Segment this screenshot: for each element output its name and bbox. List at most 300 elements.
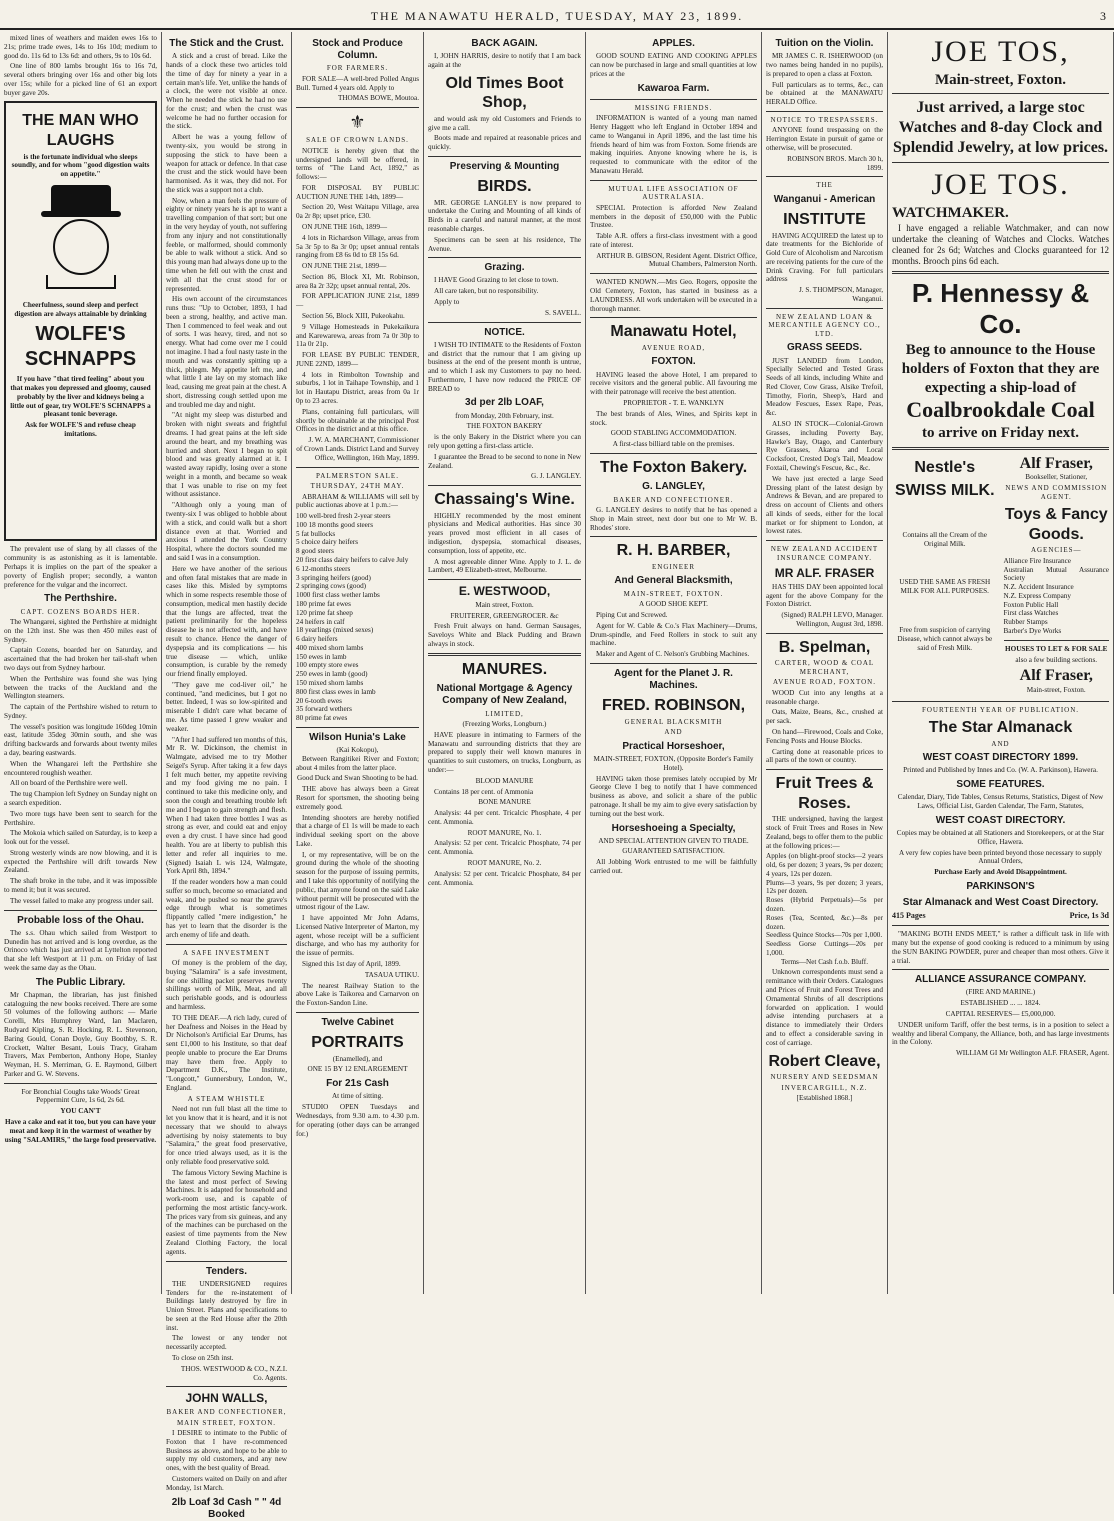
stock-list-item: 35 forward wethers: [296, 705, 352, 714]
crown-signature: J. W. A. MARCHANT, Commissioner of Crown Lands. District Land and Survey Office, Wellington, 16th May, 1899.: [296, 436, 419, 462]
tenders-body-2: The lowest or any tender not necessarily accepted.: [166, 1334, 287, 1352]
birds-body: MR. GEORGE LANGLEY is now prepared to undertake the Curing and Mounting of all kinds of Birds in a careful and natural manner, at the most reasonable charges.: [428, 198, 581, 233]
fruit-body: THE undersigned, having the largest stock of Fruit Trees and Roses in New Zealand, begs to offer them to the public at the following prices:—: [766, 815, 883, 850]
crown-p5: 4 lots in Richardson Village, areas from 5a 3r 5p to 8a 3r 0p; upset annual rentals ranging from £8 6s 0d to £8 15s 6d.: [296, 233, 419, 260]
manures-p3: Contains 18 per cent. of Ammonia: [434, 787, 534, 796]
perthshire-p4: The captain of the Perthshire wished to return to Sydney.: [4, 703, 157, 720]
fruit-list-item: Seedless Gorse Cuttings—20s per 1,000.: [766, 940, 883, 957]
hotel-heading: Manawatu Hotel,: [610, 323, 737, 341]
crown-p2: FOR DISPOSAL BY PUBLIC AUCTION JUNE THE 14th, 1899—: [296, 183, 419, 201]
portraits-3: For 21s Cash: [326, 1078, 389, 1090]
almanack-pages: 415 Pages: [892, 911, 926, 921]
stock-list-item: 2 springing cows (good): [296, 582, 367, 591]
grazing-heading: Grazing.: [484, 262, 525, 274]
stock-list-item: 1000 first class wether lambs: [296, 591, 380, 600]
spelman-p3: On hand—Firewood, Coals and Coke, Fencing Posts and House Blocks.: [766, 728, 883, 745]
institute-big: INSTITUTE: [783, 211, 866, 229]
manures-p1: HAVE pleasure in intimating to Farmers of the Manawatu and surrounding districts that they are prepared to supply their well known manures in quantities to suit customers, on trucks, Longburn, as under:—: [428, 730, 581, 774]
hotel-body: HAVING leased the above Hotel, I am prepared to receive visitors and the general public. All favouring me with their patronage will receive the best attention.: [590, 370, 757, 397]
nestle-ad: [892, 454, 998, 697]
cough-notice: For Bronchial Coughs take Woods' Great Peppermint Cure, 1s 6d, 2s 6d.: [21, 1087, 140, 1105]
lake-heading: Wilson Hunia's Lake: [309, 731, 406, 743]
ad-brand: WOLFE'S SCHNAPPS: [24, 323, 137, 370]
back-again-p1: I, JOHN HARRIS, desire to notify that I am back again at the: [428, 52, 581, 69]
stick-p10: If the reader wonders how a man could suffer so much, become so emaciated and weak, and be pushed so near the grave's edge through what is sometimes flippantly called "mere indigestion," he has yet to learn that the disorder is the arch enemy of life and death.: [166, 878, 287, 939]
ad-foot: Ask for WOLFE'S and refuse cheap imitations.: [25, 421, 136, 438]
tenders-body: THE UNDERSIGNED requires Tenders for the re-instatement of Buildings lately destroyed by fire in Union Street. Plans and specifications to be seen at the Red House after the 20th inst.: [166, 1279, 287, 1332]
portraits-5: STUDIO OPEN Tuesdays and Wednesdays, from 9.30 a.m. to 4.30 p.m. for operating (other days can be arranged for.): [296, 1103, 419, 1138]
you-cant: YOU CAN'T: [60, 1107, 101, 1116]
spelman-sub: CARTER, WOOD & COAL MERCHANT,: [774, 659, 875, 676]
joe-tos-address: Main-street, Foxton.: [935, 71, 1066, 88]
back-again-p3: Boots made and repaired at reasonable prices and quickly.: [428, 134, 581, 152]
barber-p3: Agent for W. Cable & Co.'s Flax Machinery—Drums, Drum-spindle, and Feed Rollers in stock to suit any machine.: [590, 621, 757, 648]
manures-heading: MANURES.: [461, 660, 548, 678]
swiss-milk: SWISS MILK.: [894, 482, 995, 500]
crown-p9: Section 56, Block XIII, Pukeokahu.: [302, 312, 405, 321]
safe-investment: Of money is the problem of the day, buying "Salamira" is a safe investment, for one shilling packet preserves twenty shillings worth of Milk, Meat, and all such perishable goods, and is odourless and harmless.: [166, 959, 287, 1011]
alf-fraser-big: Alf Fraser,: [1019, 667, 1093, 685]
lake-p1: Between Rangitikei River and Foxton; about 4 miles from the latter place.: [296, 754, 419, 772]
apples-body: GOOD SOUND EATING AND COOKING APPLES can now be purchased in large and small quantities at low prices at the: [590, 52, 757, 78]
missing-heading: MISSING FRIENDS.: [634, 103, 713, 112]
bakery-sub: G. LANGLEY,: [642, 481, 705, 493]
birds-big: BIRDS.: [477, 178, 532, 196]
manures-p6: ROOT MANURE, No. 1.: [467, 828, 542, 837]
almanack-copies: Copies may be obtained at all Stationers and Storekeepers, or at the Star Office, Hawera.: [896, 829, 1105, 846]
bakery-heading: The Foxton Bakery.: [599, 458, 748, 476]
agencies-list: [1004, 557, 1110, 636]
accident-name: MR ALF. FRASER: [774, 566, 875, 581]
perthshire-p5: The vessel's position was longitude 160deg 10min east, latitude 35deg 30min south, and she was drifting backwards and forwards about twenty miles a day, bearing eastwards.: [4, 722, 157, 758]
stock-list-item: 400 mixed shorn lambs: [296, 643, 364, 652]
masthead: [0, 0, 1114, 30]
violin-body-2: Full particulars as to terms, &c., can be obtained at the MANAWATU HERALD Office.: [766, 80, 883, 107]
manures-company-2: LIMITED,: [485, 709, 524, 718]
stock-list-item: 20 first class dairy heifers to calve July: [296, 556, 409, 565]
wine-body: HIGHLY recommended by the most eminent physicians and Medical authorities. Has since 30 years proved most efficient in all cases of indigestion, dyspepsia, stomachical diseases, consumption, loss of appetite, etc.: [428, 511, 581, 555]
john-walls-heading: JOHN WALLS,: [185, 1391, 268, 1406]
stock-list-item: 150 ewes in lamb: [296, 652, 347, 661]
stock-list-item: 80 prime fat ewes: [296, 714, 348, 723]
hotel-body-3: GOOD STABLING ACCOMMODATION.: [610, 429, 737, 438]
column-1: [0, 32, 162, 1294]
bread-prices: 2lb Loaf 3d Cash " " 4d Booked: [171, 1496, 282, 1520]
john-walls-body: I DESIRE to intimate to the Public of Foxton that I have re-commenced Business as above, and hope to be able to supply my old customers, and any new ones, with the best quality of Bread.: [166, 1429, 287, 1473]
stock-list-item: 100 empty store ewes: [296, 661, 359, 670]
violin-body: MR JAMES C. R. ISHERWOOD (on two names being handed in no pupils), is prepared to open a class at Foxton.: [766, 52, 883, 78]
mutual-signature: ARTHUR B. GIBSON, Resident Agent. District Office, Mutual Chambers, Palmerston North.: [596, 251, 757, 269]
accident-body: HAS THIS DAY been appointed local agent for the above Company for the Foxton District.: [766, 582, 883, 609]
fred-and: AND: [664, 728, 683, 737]
perthshire-p2: Captain Cozens, boarded her on Saturday, and ascertained that the had broken her tail-shaft when two days out from Sydney harbour.: [4, 646, 157, 672]
crown-p12: 4 lots in Rimbolton Township and suburbs, 1 lot in Taihape Township, and 1 lot in Hautapu District, areas from 0a 1r 0p to 23 acres.: [296, 370, 419, 406]
ohau-heading: Probable loss of the Ohau.: [17, 914, 144, 926]
market-report: mixed lines of weathers and maiden ewes 16s to 21s; prime trade ewes, 14s to 16s 10d; medium to good do. 11s 6d to 13s 6d: and others, 9s to 10s 6d.: [4, 34, 157, 60]
grazing-signature: S. SAVELL.: [544, 308, 581, 317]
palmerston-sub: THURSDAY, 24TH MAY.: [310, 482, 405, 491]
barber-heading: R. H. BARBER,: [616, 542, 731, 560]
stick-p4: His own account of the circumstances runs thus: "Up to October, 1893, I had been a strong, healthy, and active man. Then I commenced to feel weak and out of sorts. I was heavy, tired, and not so energy. What had come over me I could not imagine. I had a foul nasty taste in the mouth and was constantly spitting up a thick, phlegm. My appetite left me, and what little I ate lay on my stomach like lead, causing me great pain at the chest. A short, distressing cough settled upon me and troubled me day and night.: [166, 295, 287, 409]
lake-p4: Intending shooters are hereby notified that a charge of £1 1s will be made to each individual seeking sport on the above Lake.: [296, 813, 419, 848]
watchmaker-heading: WATCHMAKER.: [892, 204, 1009, 221]
loan-body: JUST LANDED from London, Specially Selected and Tested Grass Seeds of all kinds, including White and Red Clover, Cow Grass, Alsike Trefoil, Timothy, Fiorin, Sheep's, Hard and Meadow Fescues, Essex Rape, Peas, &c.: [766, 356, 883, 418]
loan-body-2: ALSO IN STOCK—Colonial-Grown Grasses, including Poverty Bay, Hawke's Bay, Otago, and Canterbury Rye Grasses, Akaroa and Local Cocksfoot, Crested Dog's Tail, Meadow Foxtail, Chewing's Fescue, &c., &c.: [766, 420, 883, 472]
perthshire-p3: When the Perthshire was found she was lying between the tracks of the Auckland and the Wellington steamers.: [4, 674, 157, 701]
hotel-town: FOXTON.: [651, 356, 696, 368]
crown-p11: FOR LEASE BY PUBLIC TENDER, JUNE 22ND, 1899—: [296, 351, 419, 368]
ohau-article: The s.s. Ohau which sailed from Westport to Dunedin has not arrived and is long overdue, as the Orinoco which has just arrived at Lyttelton reported that she left Westport at 11 p.m. on Friday of last week the same day as the Ohau.: [4, 928, 157, 972]
fred-body-5: All Jobbing Work entrusted to me will be faithfully carried out.: [590, 858, 757, 876]
crown-p6: ON JUNE THE 21st, 1899—: [302, 262, 387, 271]
notice-body: I WISH TO INTIMATE to the Residents of Foxton and district that the rumour that I am giving up business at the end of the present month is untrue, and to which I ask my Customers to pay no heed. Furthermore, I have now reduced the PRICE OF BREAD to: [428, 340, 581, 393]
notice-heading: NOTICE.: [484, 326, 525, 338]
stock-list-item: 18 yearlings (mixed sexes): [296, 626, 374, 635]
lake-signature: TASAUA UTIKU.: [364, 970, 419, 979]
cleave-address: INVERCARGILL, N.Z.: [781, 1083, 868, 1092]
accident-heading: NEW ZEALAND ACCIDENT INSURANCE COMPANY.: [770, 545, 879, 562]
fruit-heading: Fruit Trees & Roses.: [775, 775, 874, 812]
stock-produce-heading: Stock and Produce Column.: [312, 38, 403, 62]
fred-body-4: GUARANTEED SATISFACTION.: [622, 847, 725, 856]
nestle-p1: Contains all the Cream of the Original Milk.: [902, 530, 987, 548]
fred-address: MAIN-STREET, FOXTON, (Opposite Border's Family Hotel).: [593, 755, 754, 772]
agency-list-item: Rubber Stamps: [1003, 618, 1048, 627]
stock-list-item: 120 prime fat sheep: [296, 608, 353, 617]
loan-body-3: We have just erected a large Seed Dressing plant of the latest design by Andrews & Bevan, and are prepared to dress on account of Clients and others all kinds of seeds, either for the local market or for shipment to London, at lowest rates.: [766, 474, 883, 536]
almanack-features-heading: SOME FEATURES.: [956, 779, 1045, 791]
portraits-2: ONE 15 BY 12 ENLARGEMENT: [307, 1065, 408, 1074]
column-5: [586, 32, 762, 1294]
column-2: [162, 32, 292, 1520]
cleave-sub: NURSERY AND SEEDSMAN: [770, 1073, 879, 1082]
lake-p3: THE above has always been a Great Resort for sportsmen, the shooting being extremely good.: [296, 785, 419, 811]
perthshire-p12: The shaft broke in the tube, and it was impossible to mend it; but it was secured.: [4, 877, 157, 894]
notice-body-3: THE FOXTON BAKERY: [466, 422, 543, 431]
notice-signature: G. J. LANGLEY.: [531, 472, 581, 481]
almanack-pre: FOURTEENTH YEAR OF PUBLICATION.: [921, 705, 1080, 714]
fred-heading: FRED. ROBINSON,: [601, 697, 746, 715]
perthshire-p10: The Mokoia which sailed on Saturday, is to keep a look out for the vessel.: [4, 829, 157, 847]
perthshire-p1: The Whangarei, sighted the Perthshire at midnight on the 12th inst. She was then 450 miles east of Sydney.: [4, 618, 157, 644]
hotel-body-2: The best brands of Ales, Wines, and Spirits kept in stock.: [590, 409, 757, 427]
trespass-heading: NOTICE TO TRESPASSERS.: [770, 115, 879, 124]
perthshire-p8: The tug Champion left Sydney on Sunday night on a search expedition.: [4, 790, 157, 807]
almanack-footer: [892, 911, 1109, 921]
fruit-list: [766, 852, 883, 957]
john-walls-body-2: Customers waited on Daily on and after Monday, 1st March.: [166, 1474, 287, 1492]
perthshire-p6: When the Whangarei left the Perthshire she encountered roughish weather.: [4, 759, 157, 777]
agencies-heading: AGENCIES—: [1030, 546, 1082, 555]
portraits-1: (Enamelled), and: [332, 1054, 383, 1063]
perthshire-subheading: CAPT. COZENS BOARDS HER.: [20, 607, 141, 616]
grazing-body: I HAVE Good Grazing to let close to town.: [434, 276, 559, 285]
nestle-heading: Nestle's: [914, 458, 976, 476]
stock-list-item: 6 12-months steers: [296, 564, 351, 573]
agency-list-item: Alliance Fire Insurance: [1003, 556, 1071, 565]
portraits-big: PORTRAITS: [311, 1034, 404, 1052]
ad-title: THE MAN WHO LAUGHS: [22, 112, 139, 149]
stick-p9: "After I had suffered ten months of this, Mr R. W. Dickinson, the chemist in Walmgate, advised me to try Mother Seigel's Syrup. After taking it a few days I felt much better, my appetite reviving and my food giving me no pain. I continued to take this medicine only, and soon the cough and breathing trouble left me and I began to gain strength and flesh. When I had taken three bottles I was as strong as ever, and could eat and enjoy even a dry crust. I have since had good health. You are at liberty to publish this letter and refer all inquiries to me. (Signed) Isaiah L wis 124, Walmgate, York April 8th, 1894.": [166, 735, 287, 876]
farmers-heading: FOR FARMERS.: [326, 64, 389, 73]
lake-sub: (Kai Kokopu),: [336, 746, 379, 755]
fred-sub-2: Practical Horseshoer,: [622, 740, 725, 752]
trespass-signature: ROBINSON BROS. March 30 h, 1899.: [787, 154, 883, 172]
ad-body: If you have "that tired feeling" about you that makes you depressed and gloomy, caused probably by the liver and kidneys being a little out of gear, try WOLFE'S SCHNAPPS a pleasant tonic beverage.: [10, 375, 151, 419]
grass-seeds-heading: GRASS SEEDS.: [786, 342, 863, 354]
steam-whistle-heading: A STEAM WHISTLE: [187, 1094, 266, 1103]
slang-article: The prevalent use of slang by all classes of the community is as astonishing as it is lamentable. Perhaps it is implies on the part of the speaker a poverty of English proper; secondly, a wanton preference for the vulgar and the incorrect.: [4, 545, 157, 589]
nestle-alf-block: [892, 454, 1109, 697]
deaf-notice: TO THE DEAF.—A rich lady, cured of her Deafness and Noises in the Head by Dr Nicholson's Artificial Ear Drums, has sent £1,000 to his Institute, so that deaf people unable to procure the Ear Drums may have them free. Apply to Department D.K., The Institute, "Longcott," Gunnersbury, London, W., England.: [166, 1013, 287, 1092]
tenders-signature: THOS. WESTWOOD & CO., N.Z.I. Co. Agents.: [180, 1364, 287, 1382]
barber-sub: ENGINEER: [652, 562, 695, 571]
stock-list-item: 24 heifers in calf: [296, 617, 345, 626]
hotel-proprietor: PROPRIETOR - T. E. WANKLYN: [623, 398, 724, 407]
hennessy-heading: P. Hennessy & Co.: [911, 277, 1090, 340]
column-4: [424, 32, 586, 1294]
alf-fraser-heading: Alf Fraser,: [1019, 454, 1093, 472]
barber-sub-2: And General Blacksmith,: [614, 575, 733, 587]
stock-list-item: 150 mixed shorn lambs: [296, 678, 364, 687]
manures-company-3: (Freezing Works, Longburn.): [462, 720, 547, 729]
institute-body: HAVING ACQUIRED the latest up to date treatments for the Bichloride of Gold Cure of Alcoholism and Narcotism are receiving patients for the cure of the Drink Craving. For full particulars address: [766, 231, 883, 284]
fred-sub: GENERAL BLACKSMITH: [624, 717, 723, 726]
stock-list-item: 20 6-tooth ewes: [296, 696, 342, 705]
perthshire-p7: All on board of the Perthshire were well.: [10, 779, 128, 788]
perthshire-heading: The Perthshire.: [44, 593, 117, 605]
fruit-list-item: Seedless Quince Stocks—70s per 1,000.: [766, 931, 883, 940]
almanack-price: Price, 1s 3d: [1069, 911, 1109, 921]
ad-caption: Cheerfulness, sound sleep and perfect digestion are always attainable by drinking: [14, 300, 147, 318]
bakery-body: G. LANGLEY desires to notify that he has opened a Shop in Main street, next door but one to Mr W. B. Rhodes' store.: [590, 506, 757, 532]
stock-list-item: 8 good steers: [296, 547, 334, 556]
watchmaker-body: I have engaged a reliable Watchmaker, and can now undertake the cleaning of Watches and Clocks. Watches cleaned for 2s 6d; Watches and Clocks guaranteed for 12 months. Brooch pins 6d each.: [892, 222, 1109, 266]
stick-p2: Albert he was a young fellow of twenty-six, you would be strong in supposing the stick to have been a weapon for attack or defence. In that case the crust and the stick would have been harmonised. As it was, they did not. For the stick was a support not a club.: [166, 133, 287, 194]
birds-body-2: Specimens can be seen at his residence, The Avenue.: [428, 235, 581, 253]
barber-p2: Piping Cut and Screwed.: [596, 610, 668, 619]
stock-list-item: 5 choice dairy heifers: [296, 538, 359, 547]
houses-to-let-2: also a few building sections.: [1015, 655, 1098, 664]
spelman-p1: WOOD Cut into any lengths at a reasonable charge.: [766, 688, 883, 706]
steam-whistle: Need not run full blast all the time to let you know that it is heard, and it is not necessary that we should to always advertising by noisy statements to buy "Salamira," the great food preservative, for once tried always used, as it is the only reliable food preservative sold.: [166, 1105, 287, 1166]
spelman-p4: Carting done at reasonable prices to all parts of the town or country.: [766, 747, 883, 765]
lake-p7: Signed this 1st day of April, 1899.: [302, 960, 401, 969]
fruit-list-item: Plums—3 years, 9s per dozen; 3 years, 12s per dozen.: [766, 878, 883, 896]
manures-p9: Analysis: 52 per cent. Tricalcic Phosphate, 84 per cent. Ammonia.: [428, 869, 581, 887]
grazing-body-2: All care taken, but no responsibility.: [434, 287, 539, 296]
stick-p7: Here we have another of the serious and often fatal mistakes that are made in cases like this. Misled by symptoms which in some respects resemble those of consumption, medical men hastily decide that the lungs are affected, treat the patient preliminarily for the hopeless disease he is not affected with, and have result to chance. Hence the danger of dyspepsia and its complications — his true disease — which, unlike consumption, is curable by the remedy our friend finally employed.: [166, 564, 287, 679]
apples-heading: APPLES.: [652, 38, 695, 49]
palmerston-body: ABRAHAM & WILLIAMS will sell by public auctionas above at 1 p.m.:—: [296, 492, 419, 510]
coat-of-arms-icon: ⚜: [349, 112, 366, 133]
notice-body-4: is the only Bakery in the District where you can rely upon getting a first-class article.: [428, 433, 581, 451]
sewing-machine-notice: The famous Victory Sewing Machine is the latest and most perfect of Sewing Machines. It is adapted for household and work-room use, and is capable of performing the most artistic fancy-work. The prices vary from six guineas, and any of the machines can be purchased on the easiest of time payments from the New Zealand Clothing Factory, the local agents.: [166, 1168, 287, 1256]
spelman-p2: Oats, Maize, Beans, &c., crushed at per sack.: [766, 708, 883, 726]
hennessy-body: Beg to announce to the House holders of Foxton that they are expecting a ship-load of: [901, 342, 1100, 396]
stick-crust-heading: The Stick and the Crust.: [169, 38, 284, 49]
crown-p13: Plans, containing full particulars, will shortly be obtainable at the principal Post Offices in the district and at this office.: [296, 407, 419, 434]
boot-shop: Old Times Boot Shop,: [445, 74, 564, 112]
lake-p5: I, or my representative, will be on the ground during the whole of the shooting season for the purpose of issuing permits, and I take this opportunity of notifying the public, that anyone found on the said Lake without permit will be prosecuted with the utmost rigour of the Law.: [296, 850, 419, 912]
agency-list-item: N.Z. Express Company: [1003, 591, 1071, 600]
houses-to-let: HOUSES TO LET & FOR SALE: [1005, 644, 1108, 653]
lake-p2: Good Duck and Swan Shooting to be had.: [297, 774, 418, 783]
alf-fraser-ad: [1004, 454, 1110, 697]
manures-company: National Mortgage & Agency Company of New Zealand,: [436, 683, 573, 707]
westwood-address: Main street, Foxton.: [475, 600, 534, 609]
stock-list-item: 5 fat bullocks: [296, 529, 336, 538]
barber-p1: A GOOD SHOE KEPT.: [639, 600, 708, 609]
loan-heading: NEW ZEALAND LOAN & MERCANTILE AGENCY CO., LTD.: [768, 312, 881, 338]
crown-p1: NOTICE is hereby given that the undersigned lands will be offered, in terms of "The Land Act, 1892," as follows:—: [296, 146, 419, 182]
market-report-2: One line of 800 lambs brought 16s to 16s 7d, several others bringing over 16s and other big lots over 15s; while for a picked line of 61 an export buyer gave 20s.: [4, 62, 157, 97]
alf-fraser-sub: Bookseller, Stationer,: [1025, 473, 1088, 482]
notice-body-2: from Monday, 20th February, inst.: [455, 411, 554, 420]
kawaroa-farm: Kawaroa Farm.: [637, 82, 710, 94]
column-6: [762, 32, 888, 1294]
stock-list-item: 800 first class ewes in lamb: [296, 687, 376, 696]
agency-list-item: Foxton Public Hall: [1003, 600, 1059, 609]
alf-fraser-address: Main-street, Foxton.: [1026, 685, 1086, 694]
perthshire-p13: The vessel failed to make any progress under sail.: [10, 896, 154, 905]
sun-baking-powder: "MAKING BOTH ENDS MEET," is rather a difficult task in life with many but the expense of good cooking is reduced to a minimum by using the SUN BAKING POWDER, purer and cheaper than most others. Give it a trial.: [892, 930, 1109, 965]
mutual-body-2: Table A.R. offers a first-class investment with a good rate of interest.: [590, 232, 757, 249]
agency-list-item: First class Watches: [1003, 609, 1059, 618]
barber-address: MAIN-STREET, FOXTON.: [623, 589, 724, 598]
back-again-heading: BACK AGAIN.: [471, 38, 538, 49]
cleave-heading: Robert Cleave,: [768, 1052, 881, 1070]
notice-body-5: I guarantee the Bread to be second to none in New Zealand.: [428, 452, 581, 470]
fruit-body-3: Unknown correspondents must send a remittance with their Orders. Catalogues and Prices of Fruit and Forest Trees and Ornamental Shrubs of all descriptions forwarded on application. I would advise intending purchasers at a distance to immediately their Orders and to effect a considerable saving in cost of carriage.: [766, 968, 883, 1047]
laughing-man-illustration: [41, 185, 121, 295]
wolfes-schnapps-ad: [4, 101, 157, 541]
ad-sub: is the fortunate individual who sleeps soundly, and for whom "good digestion waits on appetite.": [11, 152, 150, 179]
nestle-p3: Free from suspicion of carrying Disease, which cannot always be said of Fresh Milk.: [897, 625, 993, 652]
alliance-established: ESTABLISHED ... ... 1824.: [960, 999, 1041, 1008]
spelman-address: AVENUE ROAD, FOXTON.: [773, 678, 876, 687]
palmerston-heading: PALMERSTON SALE.: [316, 471, 399, 480]
crown-p7: Section 86, Block XI, Mt. Robinson, area 8a 2r 32p; upset annual rental, 20s.: [296, 272, 419, 290]
lake-p6: I have appointed Mr John Adams, Licensed Native Interpreter of Marton, my agent, whose receipt will be a sufficient discharge, and who has my authority for the issue of permits.: [296, 914, 419, 958]
toys-fancy-goods: Toys & Fancy Goods.: [1004, 506, 1108, 543]
agency-list-item: Australian Mutual Assurance Society: [1003, 565, 1109, 583]
manures-p8: ROOT MANURE, No. 2.: [467, 859, 542, 868]
manures-p2: BLOOD MANURE: [475, 776, 534, 785]
library-article: Mr Chapman, the librarian, has just finished cataloguing the new books received. There are some 50 volumes of the following authors: — Marie Corelli, Mrs Humphrey Ward, Ian Maclaren, Rudyard Kipling, S. R. Hocking, R. L. Stevenson, Baring Gould, Conan Doyle, Guy Boothby, S. R. Crockett, Walter Besant, Louis Tracy, Graham Travers, Max Pemberton, Anthony Hope, Stanley Weyman, H. S. Merriman, G. E. Raymond, Gilbert Parker and G. W. Stevens.: [4, 990, 157, 1078]
stock-list: [296, 512, 419, 723]
stock-list-item: 100 well-bred fresh 2-year steers: [296, 512, 391, 521]
alliance-heading: ALLIANCE ASSURANCE COMPANY.: [914, 974, 1087, 986]
perthshire-p9: Two more tugs have been sent to search for the Perthshire.: [4, 809, 157, 827]
salamira-notice: Have a cake and eat it too, but you can have your meat and keep it in the warmest of weather by using "SALAMIRS," the large food preservative.: [4, 1117, 157, 1144]
almanack-features: Calendar, Diary, Tide Tables, Census Returns, Statistics, Digest of New Laws, Official List, Garden Calendar, The Farm, Statutes,: [897, 793, 1104, 811]
stock-list-item: 6 dairy heifers: [296, 635, 338, 644]
bakery-sub-2: BAKER AND CONFECTIONER.: [613, 495, 734, 504]
farmers-signature: THOMAS BOWE, Moutoa.: [337, 94, 419, 103]
almanack-avoid: Purchase Early and Avoid Disappointment.: [934, 868, 1067, 877]
fruit-list-item: Apples (on blight-proof stocks—2 years old, 6s per dozen; 3 years, 9s per dozen; 4 years, 12s per dozen.: [766, 852, 883, 878]
fred-body: HAVING taken those premises lately occupied by Mr George Cleve I beg to notify that I have commenced business as above, and solicit a share of the public patronage. It shall be my aim to give every satisfaction by turning out the best work.: [590, 774, 757, 818]
stick-p3: Now, when a man feels the pressure of eighty or ninety years he is apt to want a travelling companion of that sort; but one in the very heyday of youth, not suffering from any injury and not constitutionally feeble, or malformed, should commonly be able to walk without a stick. And so this young man had always done up to the time when he fell out with the crust and with all that the crust stood for or represented.: [166, 196, 287, 293]
almanack-and: AND: [991, 739, 1010, 748]
joe-tos-heading: JOE TOS,: [931, 35, 1070, 68]
stick-p1: A stick and a crust of bread. Like the hands of a clock these two articles told the time of day for ninety a year in a certain man's life. Yet, unlike the hands of a clock, the were not visible at once. When he needed the stick he had no use for the crust; and when the crust was welcome he had no further occasion for the stick.: [166, 52, 287, 131]
lake-p8: The nearest Railway Station to the above Lake is Taikorea and Carnarvon on the Foxton-Sandon Line.: [296, 981, 419, 1008]
tenders-body-3: To close on 25th inst.: [172, 1354, 234, 1363]
stock-list-item: 180 prime fat ewes: [296, 599, 351, 608]
westwood-body: Fresh Fruit always on hand. German Sausages, Saveloys White and Black Pudding and Brawn always in stock.: [428, 622, 581, 648]
crown-p10: 9 Village Homesteads in Pukekaikura and Karewarewa, areas from 7a 0r 30p to 11a 0r 21p.: [296, 322, 419, 349]
stick-p8: "They gave me cod-liver oil," he continued, "and medicines, but I got no better. Indeed, I was so low-spirited and miserable I didn't care what became of me. As time passed I grew weaker and weaker.: [166, 680, 287, 733]
tenders-heading: Tenders.: [206, 1265, 247, 1277]
nestle-p2: USED THE SAME AS FRESH MILK FOR ALL PURPOSES.: [899, 578, 991, 596]
alf-fraser-sub-2: NEWS AND COMMISSION AGENT.: [1005, 484, 1108, 501]
agency-list-item: Barber's Dye Works: [1003, 627, 1062, 635]
fred-body-3: AND SPECIAL ATTENTION GIVEN TO TRADE.: [598, 836, 749, 845]
john-walls-sub: BAKER AND CONFECTIONER,: [166, 1408, 287, 1416]
column-3: [292, 32, 424, 1294]
almanack-parkinson: PARKINSON'S: [966, 881, 1035, 893]
manures-p4: BONE MANURE: [478, 798, 531, 807]
coalbrookdale-coal: Coalbrookdale Coal: [906, 397, 1095, 423]
barber-p4: Maker and Agent of C. Nelson's Grubbing Machines.: [596, 650, 750, 659]
mutual-heading: MUTUAL LIFE ASSOCIATION OF AUSTRALASIA.: [608, 184, 739, 202]
almanack-few: A very few copies have been printed beyond those necessary to supply Annual Orders,: [899, 848, 1102, 866]
westwood-sub: FRUITERER, GREENGROCER. &c: [450, 611, 559, 620]
column-7: [888, 32, 1114, 1294]
mutual-body: SPECIAL Protection is afforded New Zealand members in the deposit of £50,000 with the Public Trustee.: [590, 203, 757, 230]
alliance-sub: (FIRE AND MARINE.): [965, 988, 1036, 997]
spelman-heading: B. Spelman,: [778, 638, 871, 656]
manures-p5: Analysis: 44 per cent. Tricalcic Phosphate, 4 per cent. Ammonia.: [428, 809, 581, 826]
notice-price: 3d per 2lb LOAF,: [465, 397, 544, 409]
alliance-capital: CAPITAL RESERVES— £5,000,000.: [945, 1010, 1056, 1019]
manures-p7: Analysis: 52 per cent. Tricalcic Phosphate, 74 per cent. Ammonia.: [428, 839, 581, 857]
back-again-p2: and would ask my old Customers and Friends to give me a call.: [428, 114, 581, 132]
hennessy-friday: to arrive on Friday next.: [921, 425, 1080, 442]
crown-p8: FOR APPLICATION JUNE 21st, 1899—: [296, 292, 419, 310]
joe-tos-arrived: Just arrived, a large stoc Watches and 8-day Clock and Splendid Jewelry, at low prices.: [892, 99, 1109, 157]
alliance-signature: WILLIAM GI Mr Wellington ALF. FRASER, Agent.: [955, 1049, 1109, 1058]
portraits-heading: Twelve Cabinet: [321, 1016, 394, 1028]
planet-agent: Agent for the Planet J. R. Machines.: [614, 667, 733, 692]
institute-signature: J. S. THOMPSON, Manager, Wanganui.: [798, 286, 883, 304]
safe-investment-heading: A SAFE INVESTMENT: [182, 948, 270, 957]
perthshire-p11: Strong westerly winds are now blowing, and it is expected the Perthshire will drift towards New Zealand.: [4, 848, 157, 875]
fred-specialty: Horseshoeing a Specialty,: [611, 822, 736, 834]
fruit-terms: Terms—Net Cash f.o.b. Bluff.: [781, 957, 868, 966]
library-heading: The Public Library.: [35, 976, 126, 988]
portraits-4: At time of sitting.: [331, 1092, 384, 1101]
masthead-title: THE MANAWATU HERALD, TUESDAY, MAY 23, 1899.: [370, 9, 744, 23]
hotel-body-4: A first-class billiard table on the premises.: [612, 440, 735, 449]
trespass-body: ANYONE found trespassing on the Herrington Estate in pursuit of game or otherwise, will be prosecuted.: [766, 126, 883, 152]
cleave-established: [Established 1868.]: [796, 1094, 853, 1103]
stick-p6: "Although only a young man of twenty-six I was obliged to hobble about with a stick, and could walk but a short distance even at that. Worried and anxious I attended the York Country Hospital, where the doctors sounded me and said I was in a consumption.: [166, 501, 287, 562]
crown-p4: ON JUNE THE 16th, 1899—: [302, 222, 388, 231]
missing-body: INFORMATION is wanted of a young man named Henry Haggett who left England in October 1894 and came to Wanganui in April 1896, and the last time his friends heard of him was from Foxton. Some friends are making inquiries. Anyone knowing where he is, is requested to communicate with the editor of the Manawatu Herald.: [590, 114, 757, 175]
accident-signature: (Signed) RALPH LEVO, Manager. Wellington, August 3rd, 1898.: [781, 611, 883, 629]
fruit-list-item: Roses (Hybrid Perpetuals)—5s per dozen.: [766, 896, 883, 913]
wanted-known: WANTED KNOWN.—Mrs Geo. Rogers, opposite the Old Cemetery, Foxton, has started in business as a LAUNDRESS. All work undertaken will be executed in a thorough manner.: [590, 278, 757, 313]
stick-p5: "At night my sleep was disturbed and broken with night sweats and frightful dreams. I had great pains at the left side around the heart, and my breathing was hurried and short. Next I began to spit blood and was greatly alarmed at it. I wasted away rapidly, losing over a stone weight in a month, and became so weak that I was unable to rise on my feet without assistance.: [166, 411, 287, 499]
john-walls-address: MAIN STREET, FOXTON.: [176, 1418, 277, 1427]
institute-the: THE: [816, 181, 833, 190]
almanack-sub: WEST COAST DIRECTORY 1899.: [922, 752, 1079, 764]
joe-tos-heading-2: JOE TOS.: [931, 168, 1070, 202]
stock-list-item: 250 ewes in lamb (good): [296, 670, 368, 679]
